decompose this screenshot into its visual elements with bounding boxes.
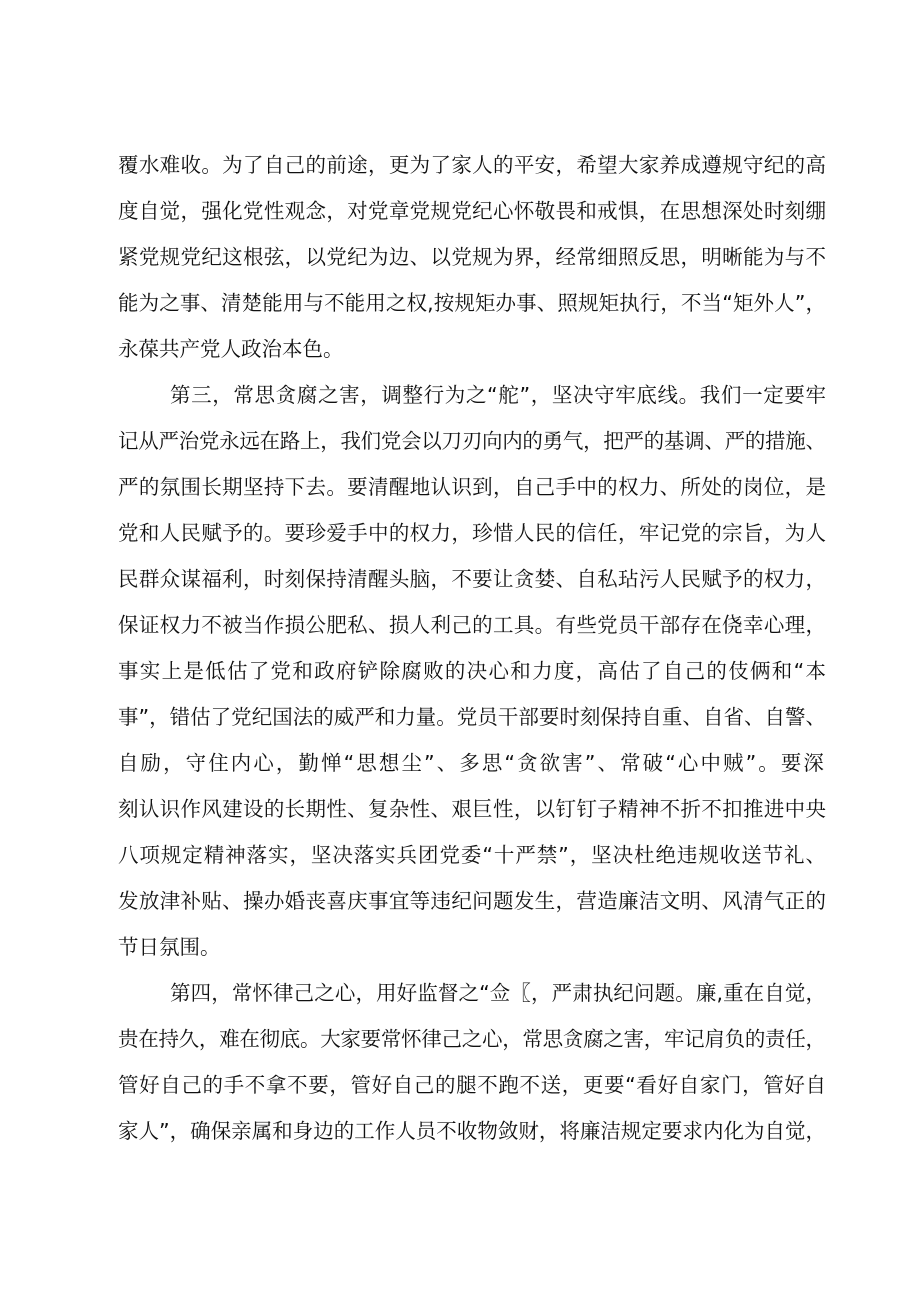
text-line: 紧党规党纪这根弦，以党纪为边、以党规为界，经常细照反思，明晰能为与不 [118,245,827,269]
text-line: 永葆共产党人政治本色。 [118,337,344,361]
text-line: 管好自己的手不拿不要，管好自己的腿不跑不送，更要“看好自家门，管好自 [118,1073,827,1097]
text-line: 能为之事、清楚能用与不能用之权,按规矩办事、照规矩执行，不当“矩外人”， [118,291,827,315]
text-line: 八项规定精神落实，坚决落实兵团党委“十严禁”，坚决杜绝违规收送节礼、 [118,843,827,867]
text-line: 事”，错估了党纪国法的威严和力量。党员干部要时刻保持自重、自省、自警、 [118,705,827,729]
text-line: 自励，守住内心，勤惮“思想尘”、多思“贪欲害”、常破“心中贼”。要深 [118,751,826,775]
text-line: 严的氛围长期坚持下去。要清醒地认识到，自己手中的权力、所处的岗位，是 [118,475,827,499]
text-line: 度自觉，强化党性观念，对党章党规党纪心怀敬畏和戒惧，在思想深处时刻绷 [118,199,827,223]
text-line: 家人”，确保亲属和身边的工作人员不收物敛财，将廉洁规定要求内化为自觉， [118,1119,827,1143]
text-line: 第三，常思贪腐之害，调整行为之“舵”，坚决守牢底线。我们一定要牢 [170,383,827,407]
text-line: 刻认识作风建设的长期性、复杂性、艰巨性，以钉钉子精神不折不扣推进中央 [118,797,827,821]
text-line: 第四，常怀律己之心，用好监督之“佥〖，严肃执纪问题。廉,重在自觉， [170,981,827,1005]
text-line: 事实上是低估了党和政府铲除腐败的决心和力度，高估了自己的伎俩和“本 [118,659,828,683]
text-line: 民群众谋福利，时刻保持清醒头脑，不要让贪婪、自私玷污人民赋予的权力， [118,567,827,591]
text-line: 发放津补贴、操办婚丧喜庆事宜等违纪问题发生，营造廉洁文明、风清气正的 [118,889,827,913]
text-line: 覆水难收。为了自己的前途，更为了家人的平安，希望大家养成遵规守纪的高 [118,153,827,177]
text-line: 党和人民赋予的。要珍爱手中的权力，珍惜人民的信任，牢记党的宗旨，为人 [118,521,827,545]
text-line: 记从严治党永远在路上，我们党会以刀刃向内的勇气，把严的基调、严的措施、 [118,429,826,453]
text-line: 贵在持久，难在彻底。大家要常怀律己之心，常思贪腐之害，牢记肩负的责任， [118,1027,826,1051]
text-line: 节日氛围。 [118,935,221,959]
text-line: 保证权力不被当作损公肥私、损人利己的工具。有些党员干部存在侥幸心理， [118,613,827,637]
